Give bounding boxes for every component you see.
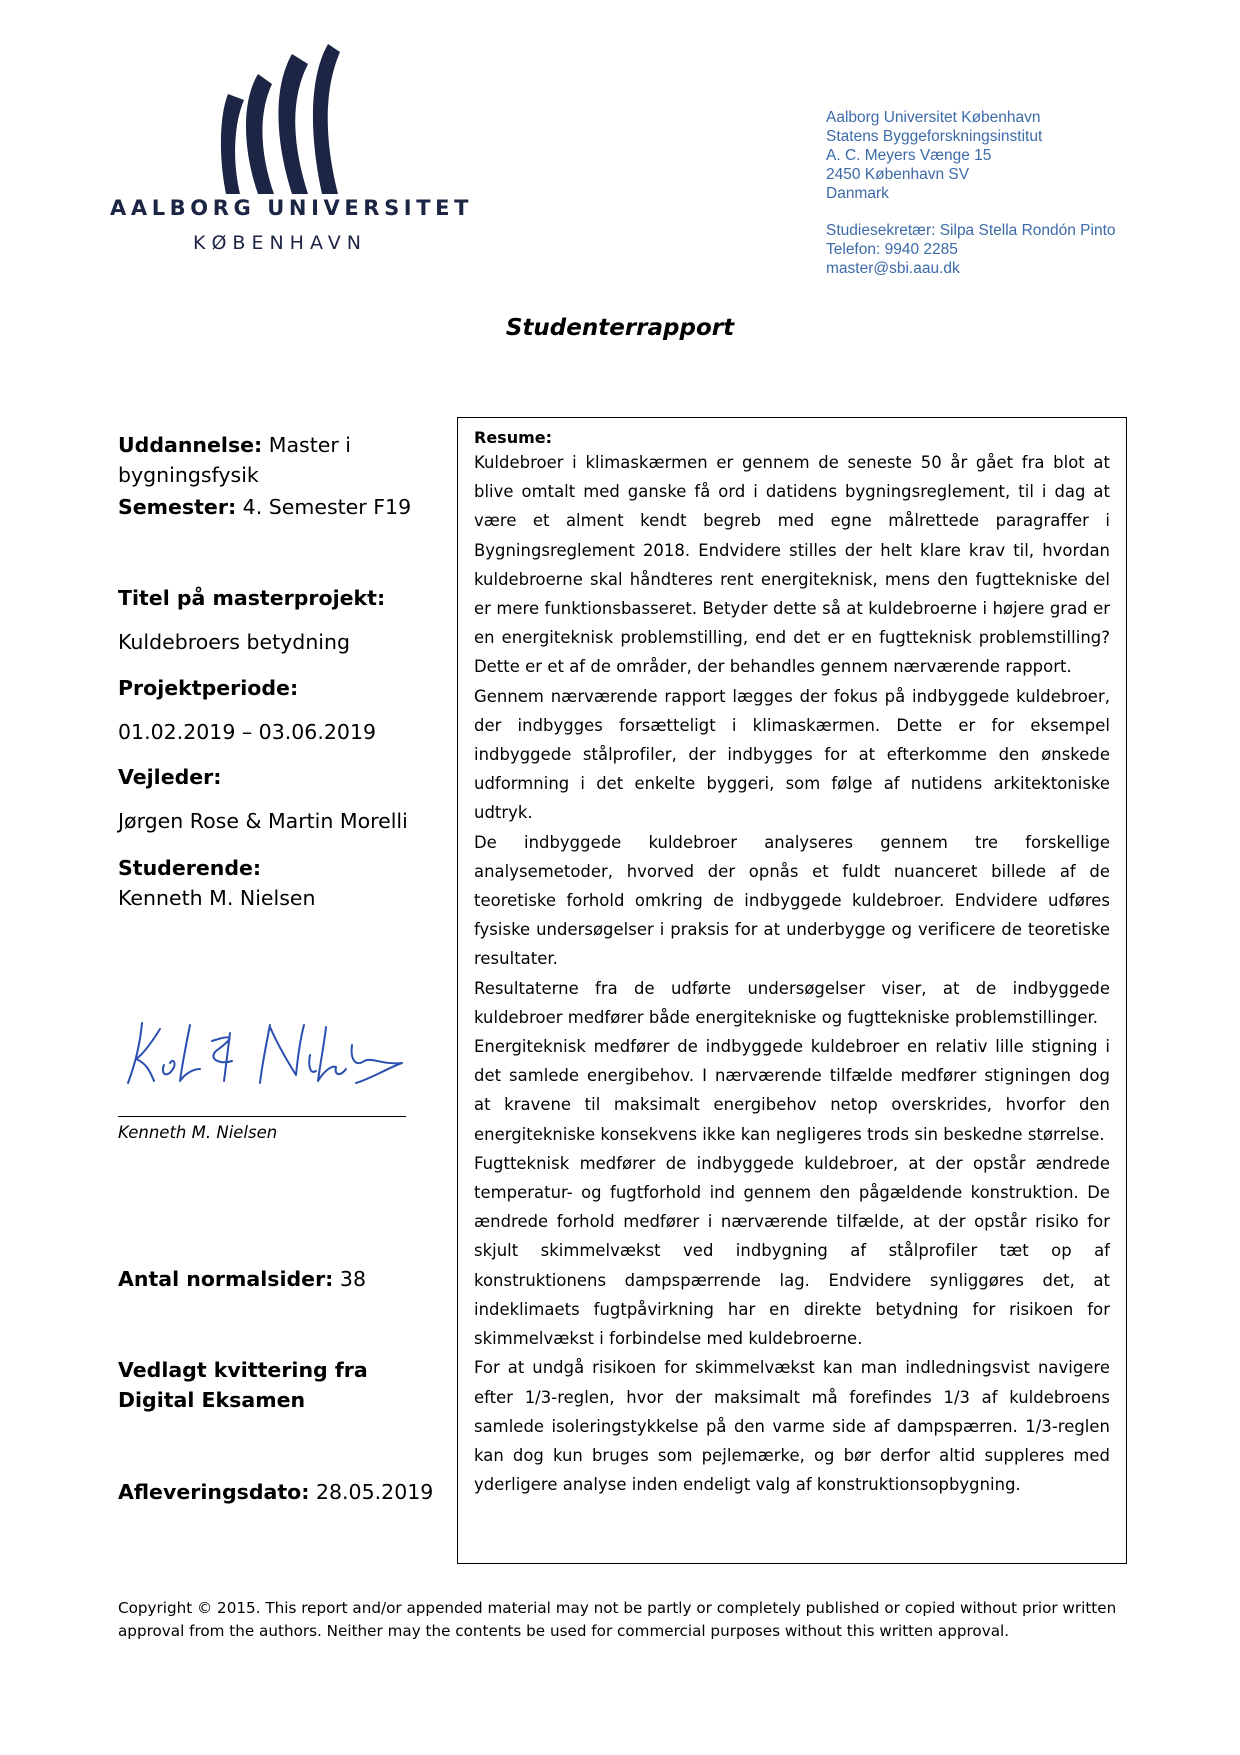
resume-paragraph: Kuldebroer i klimaskærmen er gennem de seneste 50 år gået fra blot at blive omtalt med ganske få ord i datidens bygningsreglement, til i dag at være et alment kendt begreb med egne målrettede paragraffer i Bygningsreglement 2018. Endvidere stilles der helt klare krav til, hvordan kuldebroerne skal håndteres rent energiteknisk, mens den fugttekniske del er mere funktionsbasseret. Betyder dette så at kuldebroerne i højere grad er en energiteknisk problemstilling, end det er en fugtteknisk problemstilling? Dette er et af de områder, der behandles gennem nærværende rapport. — [474, 453, 1110, 677]
resume-box — [457, 417, 1127, 1564]
page-title: Studenterrapport — [505, 315, 735, 341]
pages-field — [118, 1264, 438, 1294]
address-line: A. C. Meyers Vænge 15 — [826, 147, 992, 164]
receipt-note: Vedlagt kvittering fra Digital Eksamen — [118, 1358, 368, 1412]
delivery-value: 28.05.2019 — [309, 1480, 434, 1504]
secretary-line: Studiesekretær: Silpa Stella Rondón Pinto — [826, 222, 1116, 239]
delivery-label: Afleveringsdato: — [118, 1480, 310, 1504]
pages-label: Antal normalsider: — [118, 1267, 334, 1291]
semester-label: Semester: — [118, 495, 237, 519]
resume-paragraph: De indbyggede kuldebroer analyseres gennem tre forskellige analysemetoder, hvorved der opnås et fuldt nuanceret billede af de teoretiske forhold omkring de indbyggede kuldebroer. Endvidere udføres fysiske undersøgelser i praksis for at underbygge og verificere de teoretiske resultater. — [474, 832, 1110, 969]
resume-paragraph: Fugtteknisk medfører de indbyggede kuldebroer, at der opstår ændrede temperatur- og fugtforhold ind gennem den pågældende konstruktion. De ændrede forhold medfører i nærværende tilfælde, at der opstår risiko for skjult skimmelvækst ved indbygning af stålprofiler tæt op af konstruktionens dampspærrende lag. Endvidere synliggøres det, at indeklimaets fugtpåvirkning har en direkte betydning for risikoen for skimmelvækst i forbindelse med kuldebroerne. — [474, 1153, 1110, 1349]
resume-heading: Resume: — [474, 428, 553, 447]
semester-field — [118, 492, 438, 522]
signature-line — [118, 1116, 406, 1117]
phone-line: Telefon: 9940 2285 — [826, 241, 958, 258]
supervisor-label: Vejleder: — [118, 765, 222, 789]
semester-value: 4. Semester F19 — [236, 495, 412, 519]
address-line: Statens Byggeforskningsinstitut — [826, 128, 1043, 145]
student-label: Studerende: — [118, 856, 262, 880]
resume-paragraph: Gennem nærværende rapport lægges der fokus på indbyggede kuldebroer, der indbygges forsætteligt i klimaskærmen. Dette er for eksempel indbyggede stålprofiler, der indbygges for at efterkomme den ønskede udformning i det enkelte byggeri, som følge af nutidens arkitektoniske udtryk. — [474, 686, 1110, 823]
resume-paragraph: For at undgå risikoen for skimmelvækst kan man indledningsvist navigere efter 1/3-reglen, hvor der maksimalt må forefindes 1/3 af kuldebroens samlede isoleringstykkelse på den varme side af dampspærren. 1/3-reglen kan dog kun bruges som pejlemærke, og bør derfor altid suppleres med yderligere analyse inden endeligt valg af konstruktionsopbygning. — [474, 1358, 1110, 1495]
project-title-value: Kuldebroers betydning — [118, 630, 351, 654]
university-logo — [110, 44, 474, 264]
education-label: Uddannelse: — [118, 433, 263, 457]
aau-wave-logo-icon — [210, 44, 340, 194]
student-value: Kenneth M. Nielsen — [118, 886, 316, 910]
resume-paragraph: Energiteknisk medfører de indbyggede kuldebroer en relativ lille stigning i det samlede energibehov. I nærværende tilfælde medfører stigningen dog at kravene til maksimalt energibehov netop overskrides, hvorfor den energitekniske konsekvens ikke kan negligeres trods sin beskedne størrelse. — [474, 1037, 1110, 1144]
project-title-label: Titel på masterprojekt: — [118, 586, 386, 610]
supervisor-value: Jørgen Rose & Martin Morelli — [118, 809, 408, 833]
resume-paragraph: Resultaterne fra de udførte undersøgelser viser, at de indbyggede kuldebroer medfører både energitekniske og fugttekniske problemstillinger. — [474, 978, 1110, 1027]
handwritten-signature-icon — [120, 1005, 420, 1105]
address-line: Danmark — [826, 185, 889, 202]
address-line: 2450 København SV — [826, 166, 970, 183]
address-line: Aalborg Universitet København — [826, 109, 1041, 126]
copyright-notice: Copyright © 2015. This report and/or appended material may not be partly or completely published or copied without prior written approval from the authors. Neither may the contents be used for commercial purposes without this written approval. — [118, 1599, 1117, 1640]
delivery-field — [118, 1477, 438, 1507]
logo-city-name: KØBENHAVN — [193, 232, 367, 254]
education-field — [118, 430, 438, 490]
logo-university-name: AALBORG UNIVERSITET — [110, 196, 474, 220]
email-line: master@sbi.aau.dk — [826, 260, 960, 277]
period-label: Projektperiode: — [118, 676, 299, 700]
education-value: Master i bygningsfysik — [118, 433, 352, 487]
pages-value: 38 — [333, 1267, 366, 1291]
signature-name: Kenneth M. Nielsen — [118, 1123, 278, 1142]
address-block — [826, 108, 1116, 278]
period-value: 01.02.2019 – 03.06.2019 — [118, 720, 377, 744]
